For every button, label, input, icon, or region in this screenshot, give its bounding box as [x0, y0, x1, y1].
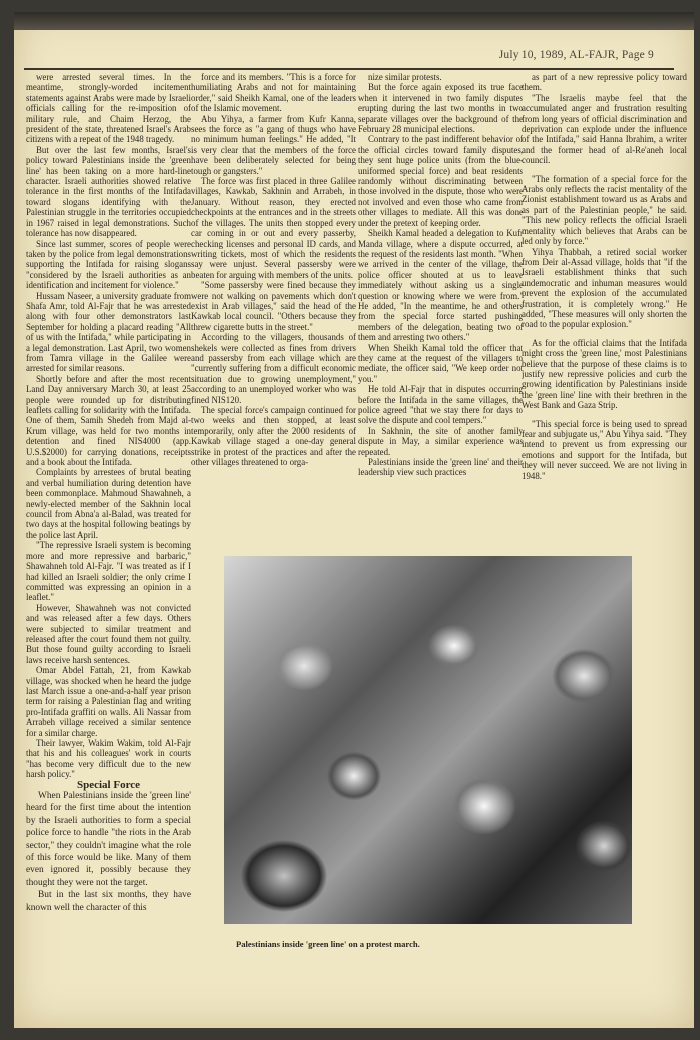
paragraph: In Sakhnin, the site of another family dispute in May, a similar experience was repeated.: [358, 425, 523, 457]
paragraph: were arrested several times. In the meantime, strongly-worded incitement statements against Arabs were made by Israeli officials calling for the re-imposition of military rule, and Chaim Herzog, the president of the state, threatened Israel's Arab citizens with a repeat of the 1948 tragedy.: [26, 72, 191, 145]
subheading-special-force: Special Force: [76, 778, 141, 791]
paragraph: Contrary to the past indifferent behavior of the official circles toward family disputes, they sent huge police units (from the blue-uniformed special force) and beat residents randomly without discriminating between those involved in the dispute, those who were not involved and even those who came from other villages to mediate. All this was done under the pretext of keeping order.: [358, 134, 523, 228]
paragraph: Omar Abdel Fattah, 21, from Kawkab village, was shocked when he heard the judge last March issue a one-and-a-half year prison term for raising a Palestinian flag and writing pro-Intifada graffiti on walls. Ali Nassar from Arrabeh village received a similar sentence for a similar charge.: [26, 665, 191, 738]
paragraph: "The repressive Israeli system is becoming more and more repressive and barbaric," Shawahneh told Al-Fajr. "I was treated as if I had killed an Israeli soldier; the only crime I committed was expressing an opinion in a leaflet.": [26, 540, 191, 603]
paragraph: He told Al-Fajr that in disputes occurring before the Intifada in the same villages, the police agreed "that we stay there for days to solve the dispute and cool tempers.": [358, 384, 523, 426]
paragraph: Shortly before and after the most recent Land Day anniversary March 30, at least 25 people were rounded up for distributing leaflets calling for solidarity with the Intifada. One of them, Samih Shedeh from Majd al-Krum village, was held for two months in detention and fined NIS4000 (app. U.S.$2000) for carrying donations, receipts and a book about the Intifada.: [26, 373, 191, 468]
column-4: [522, 72, 687, 542]
paragraph: But the force again exposed its true face when it intervened in two family disputes erupting during the last two months in two separate villages over the background of the February 28 municipal elections.: [358, 82, 523, 135]
paragraph: Since last summer, scores of people were taken by the police from legal demonstrations supporting the Intifada for raising slogans "considered by the Israeli authorities as an identification and incitement for violence.": [26, 238, 191, 291]
paragraph: Palestinians inside the 'green line' and their leadership view such practices: [358, 457, 523, 478]
column-3: [358, 72, 523, 562]
paragraph: According to the villagers, thousands of shekels were collected as fines from drivers and passersby from each village which are "currently suffering from a difficult economic situation due to growing unemployment," according to an unemployed worker who was fined NIS120.: [191, 332, 356, 405]
paragraph: "The formation of a special force for the Arabs only reflects the racist mentality of the Zionist establishment toward us as Arabs and as part of the Palestinian people," he said. "This new policy reflects the official Israeli mentality which believes that Arabs can be led only by force.": [522, 173, 687, 247]
paragraph: Sheikh Kamal headed a delegation to Kufr Manda village, where a dispute occurred, at the request of the residents last month. "When we arrived in the center of the village, the police officer shouted at us to leave immediately without asking us a single question or knowing where we were from." He added, "In the meantime, he and others from the special force started pushing members of the delegation, beating two of them and arresting two others.": [358, 228, 523, 343]
paragraph: The force was first placed in three Galilee villages, Kawkab, Sakhnin and Arrabeh, in January. Without reason, they erected checkpoints at the entrances and in the streets of the villages. The units then stopped every car coming in or out and every passerby, checking licenses and personal ID cards, and writing tickets, most of which the residents say were unjust. Several passersby were beaten for arguing with members of the units.: [191, 176, 356, 280]
paragraph: Yihya Thabbah, a retired social worker from Deir al-Assad village, holds that "if the Israeli establishment thinks that such undemocratic and inhuman measures would prevent the explosion of the accumulated frustration, it is completely wrong." He added, "These measures will only shorten the road to the popular explosion.": [522, 246, 687, 330]
paragraph: as part of a new repressive policy toward them.: [522, 72, 687, 93]
page-top-strip: [14, 12, 694, 30]
paragraph: "Some passersby were fined because they were not walking on pavements which don't exist in Arab villages," said the head of the Kawkab local council. "Others because they threw cigarette butts in the street.": [191, 280, 356, 332]
paragraph: Hussam Naseer, a university graduate from Shafa Amr, told Al-Fajr that he was arrested along with four other demonstrators last September for holding a placard reading "All of us with the Intifada," while participating in a legal demonstration. Last April, two women from Tamra village in the Galilee were arrested for similar reasons.: [26, 290, 191, 374]
paragraph: force and its members. "This is a force for humiliating Arabs and not for maintaining order," said Sheikh Kamal, one of the leaders of the Islamic movement.: [191, 72, 356, 114]
paragraph: Abu Yihya, a farmer from Kufr Kanna, sees the force as "a gang of thugs who have no minimum human feelings." He added, "It is very clear that the members of the force have been deliberately selected for being tough or gangsters.": [191, 113, 356, 176]
paragraph: The special force's campaign continued for two weeks and then stopped, at least temporarily, only after the 2000 residents of Kawkab village staged a one-day general strike in protest of the practices and after the other villages threatened to orga-: [191, 405, 356, 468]
protest-march-photo: [224, 556, 632, 924]
paragraph: But in the last six months, they have known well the character of this: [26, 890, 191, 913]
page-header: July 10, 1989, AL-FAJR, Page 9: [498, 49, 654, 61]
paragraph: Their lawyer, Wakim Wakim, told Al-Fajr that his and his colleagues' work in courts "has become very difficult due to the new harsh policy.": [26, 738, 191, 780]
paragraph: When Sheikh Kamal told the officer that they came at the request of the villagers to mediate, the officer said, "We keep order not you.": [358, 342, 523, 384]
paragraph: "The Israelis maybe feel that the accumulated anger and frustration resulting from long years of official discrimination and deprivation can explode under the influence of the Intifada," said Hanna Ibrahim, a writer and the former head of al-Re'aneh local council.: [522, 92, 687, 166]
paragraph: Complaints by arrestees of brutal beating and verbal humiliation during detention have been commonplace. Mahmoud Shawahneh, a newly-elected member of the Sakhnin local council from Abna'a al-Balad, was treated for two days at the hospital following beatings by the police last April.: [26, 467, 191, 540]
newspaper-page: [14, 12, 694, 1028]
paragraph: However, Shawahneh was not convicted and was released after a few days. Others were subjected to similar treatment and released after the court found them not guilty. But those found guilty according to Israeli laws receive harsh sentences.: [26, 602, 191, 665]
header-rule: [24, 68, 674, 70]
paragraph: When Palestinians inside the 'green line' heard for the first time about the intention by the Israeli authorities to form a special police force to handle "the riots in the Arab sector," they couldn't imagine what the role of this force would be like. Many of them even ignored it, possibly because they thought they were not the target.: [26, 791, 191, 888]
paragraph: But over the last few months, Israel's policy toward Palestinians inside the 'green line' has been taking on a more hard-line character. Israeli authorities showed relative tolerance in the first months of the Intifada toward slogans identifying with the Palestinian struggle in the territories occupied in 1967 raised in legal demonstrations. Such tolerance has now disappeared.: [26, 144, 191, 239]
paragraph: "This special force is being used to spread fear and subjugate us," Abu Yihya said. "They intend to prevent us from expressing our emotions and support for the Intifada, but they will never succeed. We are not living in 1948.": [522, 418, 687, 481]
column-1-lower: [26, 790, 191, 914]
column-1: [26, 72, 191, 1014]
paragraph: nize similar protests.: [368, 72, 442, 82]
paragraph: As for the official claims that the Intifada might cross the 'green line,' most Palestinians believe that the purpose of these claims is to justify new repressive policies and curb the growing identification by Palestinians inside the 'green line' line with their brethren in the West Bank and Gaza Strip.: [522, 337, 687, 411]
column-2: [191, 72, 356, 562]
photo-caption: Palestinians inside 'green line' on a protest march.: [236, 939, 420, 949]
